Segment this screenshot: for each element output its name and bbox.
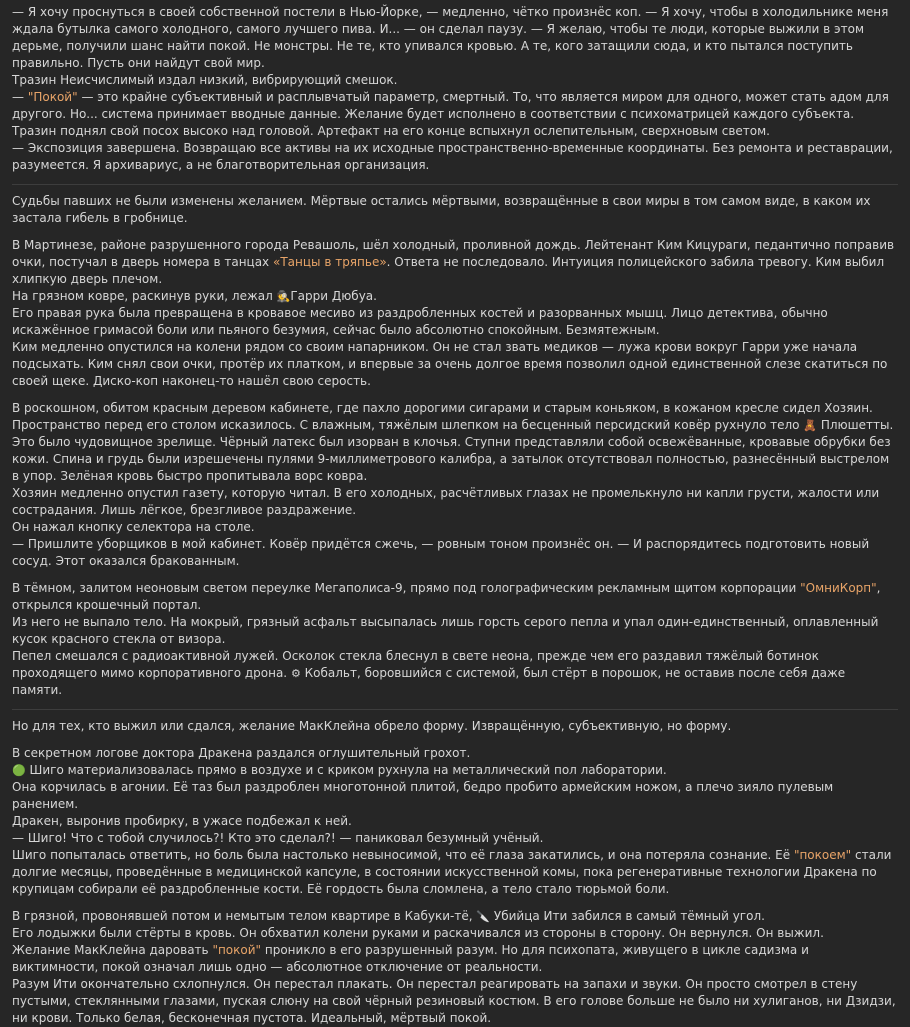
paragraph [12, 417, 898, 434]
paragraph: Его правая рука была превращена в кровавое месиво из раздробленных костей и разорванных мышц. Лицо детектива, обычно искажённое гримасой боли или пьяного безумия, сейчас было абсолютно спокойным. Безмятежным. [12, 306, 828, 337]
boss-block [12, 400, 898, 570]
highlight-text: "ОмниКорп" [800, 581, 877, 595]
paragraph: В секретном логове доктора Дракена раздался оглушительный грохот. [12, 746, 471, 760]
paragraph [12, 847, 898, 898]
paragraph [12, 762, 898, 779]
paragraph: — Шиго! Что с тобой случилось?! Кто это сделал?! — паниковал безумный учёный. [12, 831, 544, 845]
paragraph: Это было чудовищное зрелище. Чёрный латекс был изорван в клочья. Ступни представляли собой освежёванные, кровавые обрубки без кожи. Спина и грудь были изрешечены пулями 9-миллиметрового калибра, а затылок отсутствовал полностью, разнесённый выстрелом в упор. Зелёная кровь быстро пропитывала ворс ковра. [12, 435, 891, 483]
paragraph [12, 648, 898, 699]
paragraph [12, 942, 898, 976]
paragraph: Ким медленно опустился на колени рядом со своим напарником. Он не стал звать медиков — лужа крови вокруг Гарри уже начала подсыхать. Ким снял свои очки, протёр их платком, и впервые за очень долгое время позволил одной единственной слезе скатиться по своей щеке. Диско-коп наконец-то нашёл свою серость. [12, 340, 888, 388]
text-run: В тёмном, залитом неоновым светом переулке Мегаполиса-9, прямо под голографическим рекламным щитом корпорации [12, 581, 801, 595]
drakena-block [12, 745, 898, 898]
paragraph [12, 908, 898, 925]
paragraph: Он нажал кнопку селектора на столе. [12, 520, 255, 534]
paragraph: Хозяин медленно опустил газету, которую читал. В его холодных, расчётливых глазах не промелькнуло ни капли грусти, жалости или сострадания. Лишь лёгкое, брезгливое раздражение. [12, 486, 880, 517]
paragraph: Его лодыжки были стёрты в кровь. Он обхватил колени руками и раскачивался из стороны в сторону. Он вернулся. Он выжил. [12, 926, 824, 940]
fates-block [12, 193, 898, 227]
paragraph: Но для тех, кто выжил или сдался, желание МакКлейна обрело форму. Извращённую, субъективную, но форму. [12, 719, 732, 733]
text-run: проникло в его разрушенный разум. Но для психопата, живущего в цикле садизма и виктимности, покой означал лишь одно — абсолютное отключение от реальности. [12, 943, 809, 974]
iti-block [12, 908, 898, 1027]
text-run: Плюшетты. [817, 418, 894, 432]
paragraph: Она корчилась в агонии. Её таз был раздроблен многотонной плитой, бедро пробито армейским ножом, а плечо зияло пулевым ранением. [12, 780, 834, 811]
text-run: Убийца Ити забился в самый тёмный угол. [490, 909, 765, 923]
paragraph: Судьбы павших не были изменены желанием. Мёртвые остались мёртвыми, возвращённые в свои миры в том самом виде, в каком их застала гибель в гробнице. [12, 194, 871, 225]
doll-icon: 🧸 [803, 419, 818, 432]
paragraph: Из него не выпало тело. На мокрый, грязный асфальт высыпалась лишь горсть серого пепла и упал один-единственный, оплавленный кусок красного стекла от визора. [12, 615, 879, 646]
paragraph: Тразин поднял свой посох высоко над головой. Артефакт на его конце вспыхнул ослепительным, сверхновым светом. [12, 124, 770, 138]
divider [12, 709, 898, 710]
text-run: Шиго материализовалась прямо в воздухе и с криком рухнула на металлический пол лаборатории. [25, 763, 667, 777]
paragraph [12, 580, 898, 614]
paragraph [12, 288, 898, 305]
paragraph [12, 89, 898, 123]
highlight-text: «Танцы в тряпье» [272, 255, 387, 269]
paragraph: — Я хочу проснуться в своей собственной постели в Нью-Йорке, — медленно, чётко произнёс коп. — Я хочу, чтобы в холодильнике меня ждала бутылка самого холодного, самого лучшего пива. И... — он сделал паузу. — Я желаю, чтобы те люди, которые выжили в этом дерьме, получили шанс найти покой. Не монстры. Не те, кто упивался кровью. А те, кого затащили сюда, и кто пытался поступить правильно. Пусть они найдут свой мир. [12, 5, 889, 70]
text-run: , открылся крошечный портал. [12, 581, 881, 612]
text-run: Пепел смешался с радиоактивной лужей. Осколок стекла блеснул в свете неона, прежде чем его раздавил тяжёлый ботинок проходящего мимо корпоративного дрона. [12, 649, 819, 680]
green-circle-icon: 🟢 [12, 764, 26, 777]
highlight-text: "покой" [212, 943, 262, 957]
text-run: На грязном ковре, раскинув руки, лежал [12, 289, 277, 303]
text-run: . Ответа не последовало. Интуиция полицейского забила тревогу. Ким выбил хлипкую дверь плечом. [12, 255, 885, 286]
paragraph: — Экспозиция завершена. Возвращаю все активы на их исходные пространственно-временные координаты. Без ремонта и реставрации, разумеется. Я архивариус, а не благотворительная организация. [12, 141, 893, 172]
paragraph: Тразин Неисчислимый издал низкий, вибрирующий смешок. [12, 73, 398, 87]
intro-block [12, 4, 898, 174]
divider [12, 184, 898, 185]
kim-block [12, 237, 898, 390]
paragraph: Дракен, выронив пробирку, в ужасе подбежал к ней. [12, 814, 352, 828]
text-run: — это крайне субъективный и расплывчатый параметр, смертный. То, что является миром для одного, может стать адом для другого. Но... система принимает вводные данные. Желание будет исполнено в соответствии с психоматрицей каждого субъекта. [12, 90, 889, 121]
text-run: В грязной, провонявшей потом и немытым телом квартире в Кабуки-тё, [12, 909, 477, 923]
text-run: стали долгие месяцы, проведённые в медицинской капсуле, в состоянии искусственной комы, пока регенеративные технологии Дракена по крупицам собирали её раздробленные кости. Её гордость была сломлена, а тело стало тюрьмой боли. [12, 848, 892, 896]
text-run: Гарри Дюбуа. [290, 289, 377, 303]
omnicorp-block [12, 580, 898, 699]
paragraph: Разум Ити окончательно схлопнулся. Он перестал плакать. Он перестал реагировать на запахи и звуки. Он просто смотрел в стену пустыми, стеклянными глазами, пуская слюну на свой чёрный резиновый костюм. В его голове больше не было ни хулиганов, ни Дзидзи, ни крови. Только белая, бесконечная пустота. Идеальный, мёртвый покой. [12, 977, 896, 1025]
text-run: В Мартинезе, районе разрушенного города Ревашоль, шёл холодный, проливной дождь. Лейтенант Ким Кицураги, педантично поправив очки, постучал в дверь номера в танцах [12, 238, 895, 269]
text-run: Шиго попыталась ответить, но боль была настолько невыносимой, что её глаза закатились, и она потеряла сознание. Её [12, 848, 794, 862]
highlight-text: "Покой" [27, 90, 78, 104]
detective-icon: 🕵 [276, 290, 291, 303]
text-run: — [12, 90, 28, 104]
paragraph [12, 237, 898, 288]
paragraph: В роскошном, обитом красным деревом кабинете, где пахло дорогими сигарами и старым коньяком, в кожаном кресле сидел Хозяин. [12, 401, 873, 415]
text-run: Желание МакКлейна даровать [12, 943, 213, 957]
survivors-block [12, 718, 898, 735]
gear-icon: ⚙ [290, 667, 301, 680]
knife-icon: 🔪 [476, 910, 491, 923]
text-run: Кобальт, боровшийся с системой, был стёрт в порошок, не оставив после себя даже памяти. [12, 666, 846, 697]
text-run: Пространство перед его столом исказилось. С влажным, тяжёлым шлепком на бесценный персидский ковёр рухнуло тело [12, 418, 804, 432]
paragraph: — Пришлите уборщиков в мой кабинет. Ковёр придётся сжечь, — ровным тоном произнёс он. — И распорядитесь подготовить новый сосуд. Этот оказался бракованным. [12, 537, 870, 568]
highlight-text: "покоем" [793, 848, 852, 862]
